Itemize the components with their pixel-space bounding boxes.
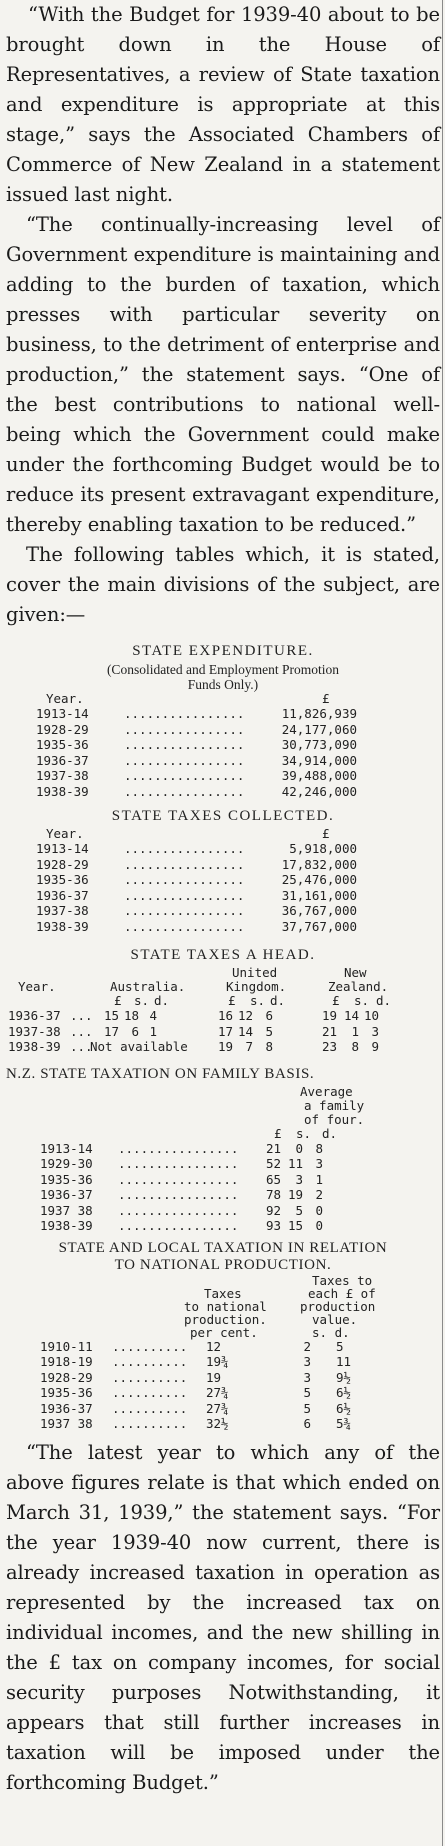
column-header: Kingdom. xyxy=(226,979,287,994)
unit-label: £ xyxy=(274,1125,282,1141)
pounds-cell: 16 xyxy=(217,1008,233,1023)
pounds-cell: 17 xyxy=(103,1023,119,1039)
leader-dots: ................ xyxy=(124,706,245,721)
year-cell: 1938-39 xyxy=(8,1039,61,1054)
value-cell: 25,476,000 xyxy=(281,872,357,887)
paragraph-closing: “The latest year to which any of the above figures relate is that which ended on March 31, 1939,” the statement says. “For the year 1939-40 now current, there is already increased taxation in operation as represented by the increased tax on individual incomes, and the new shilling in the £ tax on company incomes, for social security purposes Notwithstanding, it appears that still further increases in taxation will be imposed under the forthcoming Budget.” xyxy=(6,1440,440,1794)
leader-dots: ................ xyxy=(118,1171,239,1187)
table-row xyxy=(6,1187,440,1203)
pence-cell: 5 xyxy=(336,1338,344,1354)
year-cell: 1938-39 xyxy=(36,783,89,799)
table-row xyxy=(6,1172,440,1188)
leader-dots: .......... xyxy=(112,1338,188,1354)
shillings-cell: 1 xyxy=(351,1023,359,1039)
year-cell: 1928-29 xyxy=(36,856,89,872)
percent-cell: 27¾ xyxy=(206,1400,229,1416)
year-cell: 1937-38 xyxy=(36,768,89,783)
column-header: £ xyxy=(322,691,330,706)
percent-cell: 12 xyxy=(206,1338,222,1354)
pence-cell: 2 xyxy=(315,1187,323,1202)
pence-cell: 3 xyxy=(371,1023,379,1039)
year-cell: 1928-29 xyxy=(40,1369,93,1385)
pounds-cell: 93 xyxy=(265,1218,281,1233)
percent-cell: 19 xyxy=(206,1369,222,1385)
table-state-expenditure xyxy=(6,640,440,799)
value-cell: 30,773,090 xyxy=(281,737,357,752)
table-row xyxy=(6,722,440,738)
leader-dots: .......... xyxy=(112,1416,188,1431)
pence-cell: 1 xyxy=(149,1023,157,1039)
column-header: to national xyxy=(184,1298,267,1314)
table-row xyxy=(6,768,440,784)
table-row xyxy=(6,841,440,857)
leader-dots: ................ xyxy=(124,856,245,872)
table-row xyxy=(6,1024,440,1040)
shillings-cell: 7 xyxy=(245,1039,253,1054)
table-row xyxy=(6,903,440,919)
table-row xyxy=(6,1039,440,1055)
shillings-cell: 3 xyxy=(303,1369,311,1385)
year-cell: 1913-14 xyxy=(36,706,89,721)
year-cell: 1936-37 xyxy=(8,1008,61,1023)
leader-dots: ................ xyxy=(118,1218,239,1233)
leader-dots: ... xyxy=(70,1008,93,1023)
year-cell: 1936-37 xyxy=(40,1187,93,1202)
year-cell: 1937 38 xyxy=(40,1416,93,1431)
year-cell: 1938-39 xyxy=(40,1218,93,1233)
column-header: Average xyxy=(300,1083,353,1099)
year-cell: 1910-11 xyxy=(40,1338,93,1354)
pounds-cell: 78 xyxy=(265,1187,281,1202)
column-header: s. d. xyxy=(312,1324,350,1340)
year-cell: 1928-29 xyxy=(36,721,89,737)
column-rule xyxy=(442,0,443,1846)
pence-cell: 9½ xyxy=(336,1369,352,1385)
unit-label: s. xyxy=(134,993,150,1008)
table-title: N.Z. STATE TAXATION ON FAMILY BASIS. xyxy=(6,1065,315,1082)
unit-label: s. xyxy=(250,993,266,1008)
year-cell: 1938-39 xyxy=(36,918,89,934)
shillings-cell: 15 xyxy=(287,1218,303,1233)
table-subtitle: (Consolidated and Employment Promotion xyxy=(106,662,340,677)
value-cell: 34,914,000 xyxy=(281,752,357,768)
unit-label: d. xyxy=(376,993,392,1008)
table-row xyxy=(6,1370,440,1386)
value-cell: 31,161,000 xyxy=(281,887,357,903)
table-title: STATE TAXES COLLECTED. xyxy=(111,808,335,824)
column-header: Year. xyxy=(18,979,56,994)
pence-cell: 6½ xyxy=(336,1400,352,1416)
percent-cell: 27¾ xyxy=(206,1385,229,1400)
table-subtitle: Funds Only.) xyxy=(187,677,259,692)
table-row xyxy=(6,872,440,888)
shillings-cell: 5 xyxy=(303,1400,311,1416)
leader-dots: ................ xyxy=(124,721,245,737)
unit-label: £ xyxy=(332,993,340,1008)
pounds-cell: 52 xyxy=(265,1156,281,1171)
leader-dots: ................ xyxy=(124,841,245,856)
shillings-cell: 19 xyxy=(287,1187,303,1202)
shillings-cell: 2 xyxy=(303,1338,311,1354)
table-title: STATE AND LOCAL TAXATION IN RELATION xyxy=(58,1239,388,1256)
leader-dots: ................ xyxy=(124,872,245,887)
column-header: production. xyxy=(184,1311,267,1327)
table-title: TO NATIONAL PRODUCTION. xyxy=(114,1256,332,1273)
unit-label: d. xyxy=(322,1125,338,1141)
table-title: STATE EXPENDITURE. xyxy=(132,643,314,659)
shillings-cell: 5 xyxy=(295,1202,303,1218)
pounds-cell: 17 xyxy=(217,1023,233,1039)
table-row xyxy=(6,1354,440,1370)
year-cell: 1937-38 xyxy=(8,1023,61,1039)
leader-dots: ... xyxy=(70,1023,93,1039)
year-cell: 1936-37 xyxy=(40,1400,93,1416)
column-header: Year. xyxy=(46,826,84,841)
shillings-cell: 12 xyxy=(237,1008,253,1023)
year-cell: 1918-19 xyxy=(40,1354,93,1369)
table-row xyxy=(6,737,440,753)
pence-cell: 0 xyxy=(315,1202,323,1218)
table-row xyxy=(6,1416,440,1432)
percent-cell: 19¾ xyxy=(206,1354,229,1369)
pence-cell: 6½ xyxy=(336,1385,352,1400)
year-cell: 1935-36 xyxy=(40,1171,93,1187)
table-row xyxy=(6,1141,440,1157)
leader-dots: ................ xyxy=(124,918,245,934)
table-row xyxy=(6,1218,440,1234)
paragraph-intro: “With the Budget for 1939-40 about to be brought down in the House of Representatives, a review of State taxation and expenditure is appropriate at this stage,” says the Associated Chambers of Commerce of New Zealand in a statement issued last night. xyxy=(6,3,440,206)
pounds-cell: 15 xyxy=(103,1008,119,1023)
table-row xyxy=(6,1385,440,1401)
table-row xyxy=(6,1203,440,1219)
table-row xyxy=(6,1401,440,1417)
column-header: a family xyxy=(304,1097,365,1113)
table-title: STATE TAXES A HEAD. xyxy=(130,947,316,963)
tables-section xyxy=(6,640,440,1432)
leader-dots: ................ xyxy=(124,752,245,768)
leader-dots: .......... xyxy=(112,1369,188,1385)
shillings-cell: 14 xyxy=(237,1023,253,1039)
column-header: per cent. xyxy=(190,1324,258,1340)
column-header: Zealand. xyxy=(328,979,389,994)
year-cell: 1937-38 xyxy=(36,903,89,918)
pounds-cell: 21 xyxy=(321,1023,337,1039)
paragraph-expenditure: “The continually-increasing level of Government expenditure is maintaining and adding to the burden of taxation, which presses with particular severity on business, to the detriment of enterprise and production,” the statement says. “One of the best contributions to national well-being which the Government could make under the forthcoming Budget would be to reduce its present extravagant expenditure, thereby enabling taxation to be reduced.” xyxy=(6,213,440,536)
value-cell: 5,918,000 xyxy=(289,841,357,856)
table-row xyxy=(6,1156,440,1172)
leader-dots: .......... xyxy=(112,1385,188,1400)
shillings-cell: 14 xyxy=(343,1008,359,1023)
shillings-cell: 18 xyxy=(123,1008,139,1023)
not-available-cell: Not available xyxy=(90,1039,188,1054)
year-cell: 1929-30 xyxy=(40,1156,93,1171)
shillings-cell: 3 xyxy=(303,1354,311,1369)
column-header: Year. xyxy=(46,691,84,706)
pence-cell: 5¾ xyxy=(336,1416,352,1431)
pounds-cell: 21 xyxy=(265,1140,281,1156)
unit-label: s. xyxy=(354,993,370,1008)
shillings-cell: 3 xyxy=(295,1171,303,1187)
pence-cell: 3 xyxy=(315,1156,323,1171)
paragraph-tables-intro: The following tables which, it is stated, cover the main divisions of the subject, are given:— xyxy=(6,543,440,626)
leader-dots: ................ xyxy=(118,1156,239,1171)
pence-cell: 8 xyxy=(315,1140,323,1156)
year-cell: 1935-36 xyxy=(36,737,89,752)
value-cell: 42,246,000 xyxy=(281,783,357,799)
column-header: Australia. xyxy=(110,979,186,994)
table-row xyxy=(6,857,440,873)
leader-dots: ................ xyxy=(118,1202,239,1218)
value-cell: 36,767,000 xyxy=(281,903,357,918)
table-row xyxy=(6,919,440,935)
leader-dots: .......... xyxy=(112,1400,188,1416)
shillings-cell: 11 xyxy=(287,1156,303,1171)
shillings-cell: 6 xyxy=(303,1416,311,1431)
column-header: value. xyxy=(312,1311,358,1327)
column-header: each £ of xyxy=(308,1285,376,1301)
year-cell: 1936-37 xyxy=(36,752,89,768)
column-header: production xyxy=(300,1298,376,1314)
table-row xyxy=(6,888,440,904)
table-row xyxy=(6,784,440,800)
year-cell: 1913-14 xyxy=(36,841,89,856)
leader-dots: ... xyxy=(70,1039,93,1054)
column-header: New xyxy=(344,965,367,980)
table-family-basis xyxy=(6,1063,440,1234)
value-cell: 39,488,000 xyxy=(281,768,357,783)
leader-dots: ................ xyxy=(118,1140,239,1156)
table-row xyxy=(6,706,440,722)
leader-dots: .......... xyxy=(112,1354,188,1369)
column-header: £ xyxy=(322,826,330,841)
leader-dots: ................ xyxy=(124,887,245,903)
year-cell: 1935-36 xyxy=(40,1385,93,1400)
pence-cell: 0 xyxy=(315,1218,323,1233)
pounds-cell: 65 xyxy=(265,1171,281,1187)
value-cell: 17,832,000 xyxy=(281,856,357,872)
column-header: Taxes to xyxy=(312,1272,373,1288)
year-cell: 1913-14 xyxy=(40,1140,93,1156)
year-cell: 1937 38 xyxy=(40,1202,93,1218)
unit-label: d. xyxy=(270,993,286,1008)
percent-cell: 32½ xyxy=(206,1416,229,1431)
pence-cell: 6 xyxy=(265,1008,273,1023)
value-cell: 37,767,000 xyxy=(281,918,357,934)
year-cell: 1935-36 xyxy=(36,872,89,887)
pence-cell: 5 xyxy=(265,1023,273,1039)
table-local-taxation xyxy=(6,1240,440,1432)
column-header: Taxes xyxy=(204,1285,242,1301)
pence-cell: 11 xyxy=(336,1354,352,1369)
leader-dots: ................ xyxy=(118,1187,239,1202)
shillings-cell: 0 xyxy=(295,1140,303,1156)
pence-cell: 9 xyxy=(371,1039,379,1054)
leader-dots: ................ xyxy=(124,737,245,752)
table-row xyxy=(6,1339,440,1355)
pence-cell: 8 xyxy=(265,1039,273,1054)
leader-dots: ................ xyxy=(124,768,245,783)
leader-dots: ................ xyxy=(124,903,245,918)
pounds-cell: 19 xyxy=(321,1008,337,1023)
pounds-cell: 19 xyxy=(217,1039,233,1054)
value-cell: 11,826,939 xyxy=(281,706,357,721)
unit-label: d. xyxy=(154,993,170,1008)
table-taxes-collected xyxy=(6,805,440,934)
unit-label: £ xyxy=(114,993,122,1008)
column-header: United xyxy=(232,965,278,980)
table-taxes-a-head xyxy=(6,944,440,1055)
unit-label: s. xyxy=(296,1125,312,1141)
shillings-cell: 8 xyxy=(351,1039,359,1054)
leader-dots: ................ xyxy=(124,783,245,799)
pounds-cell: 23 xyxy=(321,1039,337,1054)
pence-cell: 10 xyxy=(363,1008,379,1023)
shillings-cell: 5 xyxy=(303,1385,311,1400)
pence-cell: 1 xyxy=(315,1171,323,1187)
pence-cell: 4 xyxy=(149,1008,157,1023)
table-row xyxy=(6,753,440,769)
pounds-cell: 92 xyxy=(265,1202,281,1218)
column-header: of four. xyxy=(304,1111,365,1127)
value-cell: 24,177,060 xyxy=(281,721,357,737)
shillings-cell: 6 xyxy=(131,1023,139,1039)
table-row xyxy=(6,1008,440,1024)
unit-label: £ xyxy=(228,993,236,1008)
year-cell: 1936-37 xyxy=(36,887,89,903)
